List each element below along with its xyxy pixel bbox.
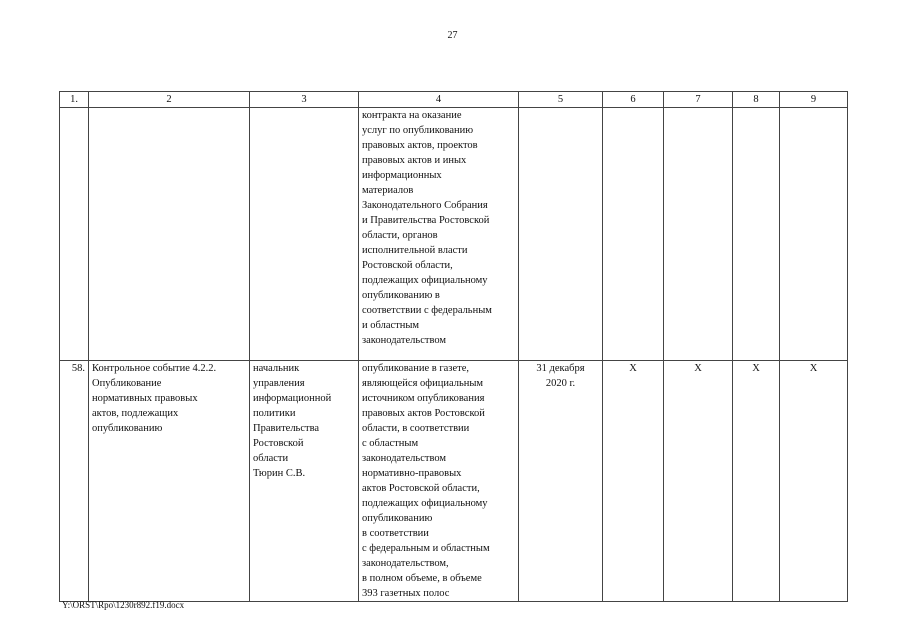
header-col-5: 5 [519, 92, 603, 108]
cell-empty [664, 108, 733, 361]
header-row [60, 92, 848, 108]
header-col-1: 1. [60, 92, 89, 108]
page-number: 27 [447, 30, 458, 41]
cell-col7-mark: X [664, 361, 733, 602]
file-path-footer: Y:\ORST\Rpo\1230r892.f19.docx [62, 600, 185, 610]
header-col-6: 6 [603, 92, 664, 108]
cell-deadline: 31 декабря 2020 г. [519, 361, 603, 602]
cell-continuation-result: контракта на оказание услуг по опубликованию правовых актов, проектов правовых актов и иных информационных материалов Законодательного Собрания и Правительства Ростовской области, органов исполнительной власти Ростовской области, подлежащих официальному опубликованию в соответствии с федеральным и областным законодательством [359, 108, 519, 361]
cell-empty [733, 108, 780, 361]
header-col-2: 2 [89, 92, 250, 108]
table-row-58 [60, 361, 848, 602]
cell-empty [780, 108, 848, 361]
cell-control-event: Контрольное событие 4.2.2. Опубликование нормативных правовых актов, подлежащих опубликованию [89, 361, 250, 602]
cell-empty [60, 108, 89, 361]
plan-table [59, 91, 848, 602]
cell-empty [519, 108, 603, 361]
cell-empty [89, 108, 250, 361]
cell-col9-mark: X [780, 361, 848, 602]
table-row-continuation [60, 108, 848, 361]
header-col-8: 8 [733, 92, 780, 108]
cell-responsible: начальник управления информационной политики Правительства Ростовской области Тюрин С.В. [250, 361, 359, 602]
cell-row-number: 58. [60, 361, 89, 602]
header-col-4: 4 [359, 92, 519, 108]
header-col-9: 9 [780, 92, 848, 108]
header-col-7: 7 [664, 92, 733, 108]
cell-empty [603, 108, 664, 361]
cell-expected-result: опубликование в газете, являющейся официальным источником опубликования правовых актов Ростовской области, в соответствии с областным законодательством нормативно-правовых актов Ростовской области, подлежащих официальному опубликованию в соответствии с федеральным и областным законодательством, в полном объеме, в объеме 393 газетных полос [359, 361, 519, 602]
cell-empty [250, 108, 359, 361]
cell-col6-mark: X [603, 361, 664, 602]
cell-col8-mark: X [733, 361, 780, 602]
header-col-3: 3 [250, 92, 359, 108]
